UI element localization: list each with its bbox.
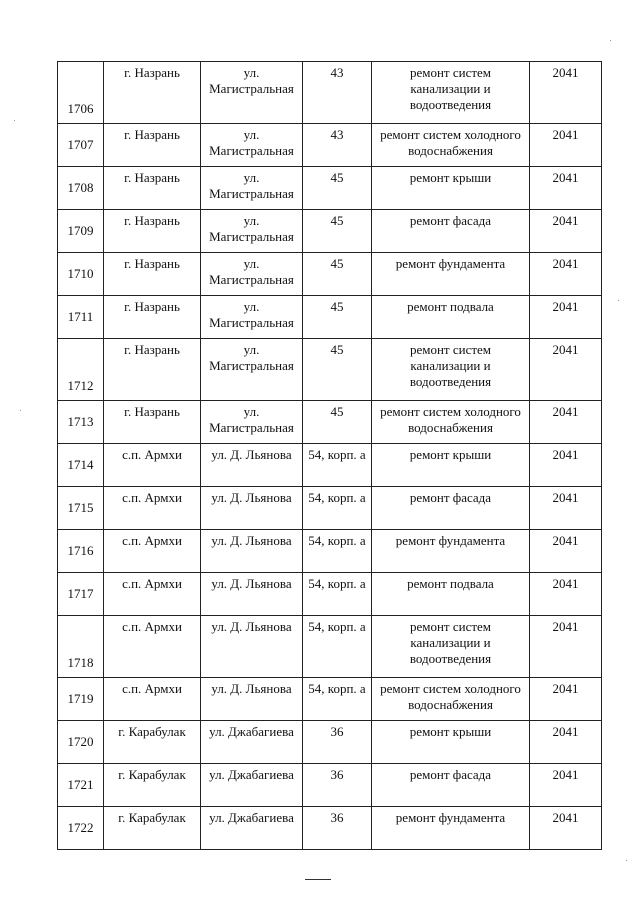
street-cell: ул. Магистральная (201, 401, 303, 444)
work-type-cell: ремонт систем холодного водоснабжения (372, 678, 530, 721)
work-type-cell: ремонт фасада (372, 210, 530, 253)
row-number: 1719 (58, 678, 104, 721)
work-type-cell: ремонт фундамента (372, 253, 530, 296)
work-type-cell: ремонт фасада (372, 487, 530, 530)
street-cell: ул. Д. Льянова (201, 573, 303, 616)
locality-cell: с.п. Армхи (104, 573, 201, 616)
year-cell: 2041 (530, 296, 602, 339)
table-row (58, 573, 602, 616)
street-cell: ул. Магистральная (201, 339, 303, 401)
house-cell: 45 (303, 339, 372, 401)
row-number: 1712 (58, 339, 104, 401)
locality-cell: г. Назрань (104, 210, 201, 253)
table-row (58, 210, 602, 253)
table-row (58, 764, 602, 807)
street-cell: ул. Джабагиева (201, 764, 303, 807)
row-number: 1711 (58, 296, 104, 339)
street-cell: ул. Магистральная (201, 167, 303, 210)
house-cell: 45 (303, 167, 372, 210)
work-type-cell: ремонт систем канализации и водоотведения (372, 616, 530, 678)
locality-cell: с.п. Армхи (104, 616, 201, 678)
row-number: 1717 (58, 573, 104, 616)
table-row (58, 339, 602, 401)
locality-cell: с.п. Армхи (104, 678, 201, 721)
locality-cell: г. Назрань (104, 124, 201, 167)
street-cell: ул. Д. Льянова (201, 530, 303, 573)
house-cell: 54, корп. а (303, 530, 372, 573)
street-cell: ул. Джабагиева (201, 721, 303, 764)
street-cell: ул. Д. Льянова (201, 616, 303, 678)
locality-cell: с.п. Армхи (104, 487, 201, 530)
table-row (58, 296, 602, 339)
work-type-cell: ремонт фундамента (372, 530, 530, 573)
scan-speck (610, 40, 611, 41)
locality-cell: г. Карабулак (104, 721, 201, 764)
house-cell: 54, корп. а (303, 444, 372, 487)
locality-cell: г. Назрань (104, 167, 201, 210)
locality-cell: г. Карабулак (104, 764, 201, 807)
street-cell: ул. Магистральная (201, 210, 303, 253)
locality-cell: с.п. Армхи (104, 530, 201, 573)
street-cell: ул. Магистральная (201, 124, 303, 167)
work-type-cell: ремонт подвала (372, 573, 530, 616)
locality-cell: г. Назрань (104, 253, 201, 296)
table-row (58, 616, 602, 678)
row-number: 1706 (58, 62, 104, 124)
house-cell: 43 (303, 62, 372, 124)
scan-speck (20, 410, 21, 411)
scan-speck (14, 120, 15, 121)
house-cell: 45 (303, 253, 372, 296)
work-type-cell: ремонт крыши (372, 721, 530, 764)
year-cell: 2041 (530, 444, 602, 487)
row-number: 1715 (58, 487, 104, 530)
house-cell: 45 (303, 210, 372, 253)
row-number: 1718 (58, 616, 104, 678)
house-cell: 54, корп. а (303, 678, 372, 721)
house-cell: 54, корп. а (303, 573, 372, 616)
scan-speck (618, 300, 619, 301)
street-cell: ул. Магистральная (201, 253, 303, 296)
locality-cell: г. Назрань (104, 296, 201, 339)
year-cell: 2041 (530, 573, 602, 616)
year-cell: 2041 (530, 210, 602, 253)
house-cell: 36 (303, 721, 372, 764)
street-cell: ул. Джабагиева (201, 807, 303, 850)
work-type-cell: ремонт систем канализации и водоотведения (372, 339, 530, 401)
work-type-cell: ремонт фундамента (372, 807, 530, 850)
scan-speck (626, 860, 627, 861)
year-cell: 2041 (530, 616, 602, 678)
house-cell: 43 (303, 124, 372, 167)
table-row (58, 721, 602, 764)
row-number: 1708 (58, 167, 104, 210)
work-type-cell: ремонт систем канализации и водоотведения (372, 62, 530, 124)
year-cell: 2041 (530, 62, 602, 124)
year-cell: 2041 (530, 678, 602, 721)
table-row (58, 487, 602, 530)
year-cell: 2041 (530, 487, 602, 530)
work-type-cell: ремонт крыши (372, 167, 530, 210)
table-row (58, 807, 602, 850)
house-cell: 45 (303, 296, 372, 339)
row-number: 1722 (58, 807, 104, 850)
row-number: 1716 (58, 530, 104, 573)
work-type-cell: ремонт систем холодного водоснабжения (372, 401, 530, 444)
house-cell: 54, корп. а (303, 616, 372, 678)
house-cell: 54, корп. а (303, 487, 372, 530)
locality-cell: г. Назрань (104, 401, 201, 444)
row-number: 1721 (58, 764, 104, 807)
year-cell: 2041 (530, 124, 602, 167)
row-number: 1709 (58, 210, 104, 253)
row-number: 1713 (58, 401, 104, 444)
work-type-cell: ремонт фасада (372, 764, 530, 807)
row-number: 1720 (58, 721, 104, 764)
row-number: 1707 (58, 124, 104, 167)
row-number: 1710 (58, 253, 104, 296)
street-cell: ул. Д. Льянова (201, 444, 303, 487)
table-row (58, 401, 602, 444)
house-cell: 36 (303, 807, 372, 850)
year-cell: 2041 (530, 764, 602, 807)
row-number: 1714 (58, 444, 104, 487)
locality-cell: г. Назрань (104, 62, 201, 124)
house-cell: 45 (303, 401, 372, 444)
street-cell: ул. Магистральная (201, 62, 303, 124)
year-cell: 2041 (530, 807, 602, 850)
year-cell: 2041 (530, 721, 602, 764)
work-type-cell: ремонт крыши (372, 444, 530, 487)
street-cell: ул. Магистральная (201, 296, 303, 339)
year-cell: 2041 (530, 167, 602, 210)
locality-cell: г. Назрань (104, 339, 201, 401)
table-row (58, 530, 602, 573)
page-footer-mark (305, 879, 331, 880)
street-cell: ул. Д. Льянова (201, 487, 303, 530)
year-cell: 2041 (530, 339, 602, 401)
table-row (58, 167, 602, 210)
year-cell: 2041 (530, 401, 602, 444)
repair-schedule-table (57, 61, 602, 850)
work-type-cell: ремонт подвала (372, 296, 530, 339)
table-row (58, 253, 602, 296)
table-row (58, 124, 602, 167)
year-cell: 2041 (530, 530, 602, 573)
street-cell: ул. Д. Льянова (201, 678, 303, 721)
table-row (58, 62, 602, 124)
table-row (58, 678, 602, 721)
work-type-cell: ремонт систем холодного водоснабжения (372, 124, 530, 167)
locality-cell: г. Карабулак (104, 807, 201, 850)
locality-cell: с.п. Армхи (104, 444, 201, 487)
table-row (58, 444, 602, 487)
year-cell: 2041 (530, 253, 602, 296)
house-cell: 36 (303, 764, 372, 807)
